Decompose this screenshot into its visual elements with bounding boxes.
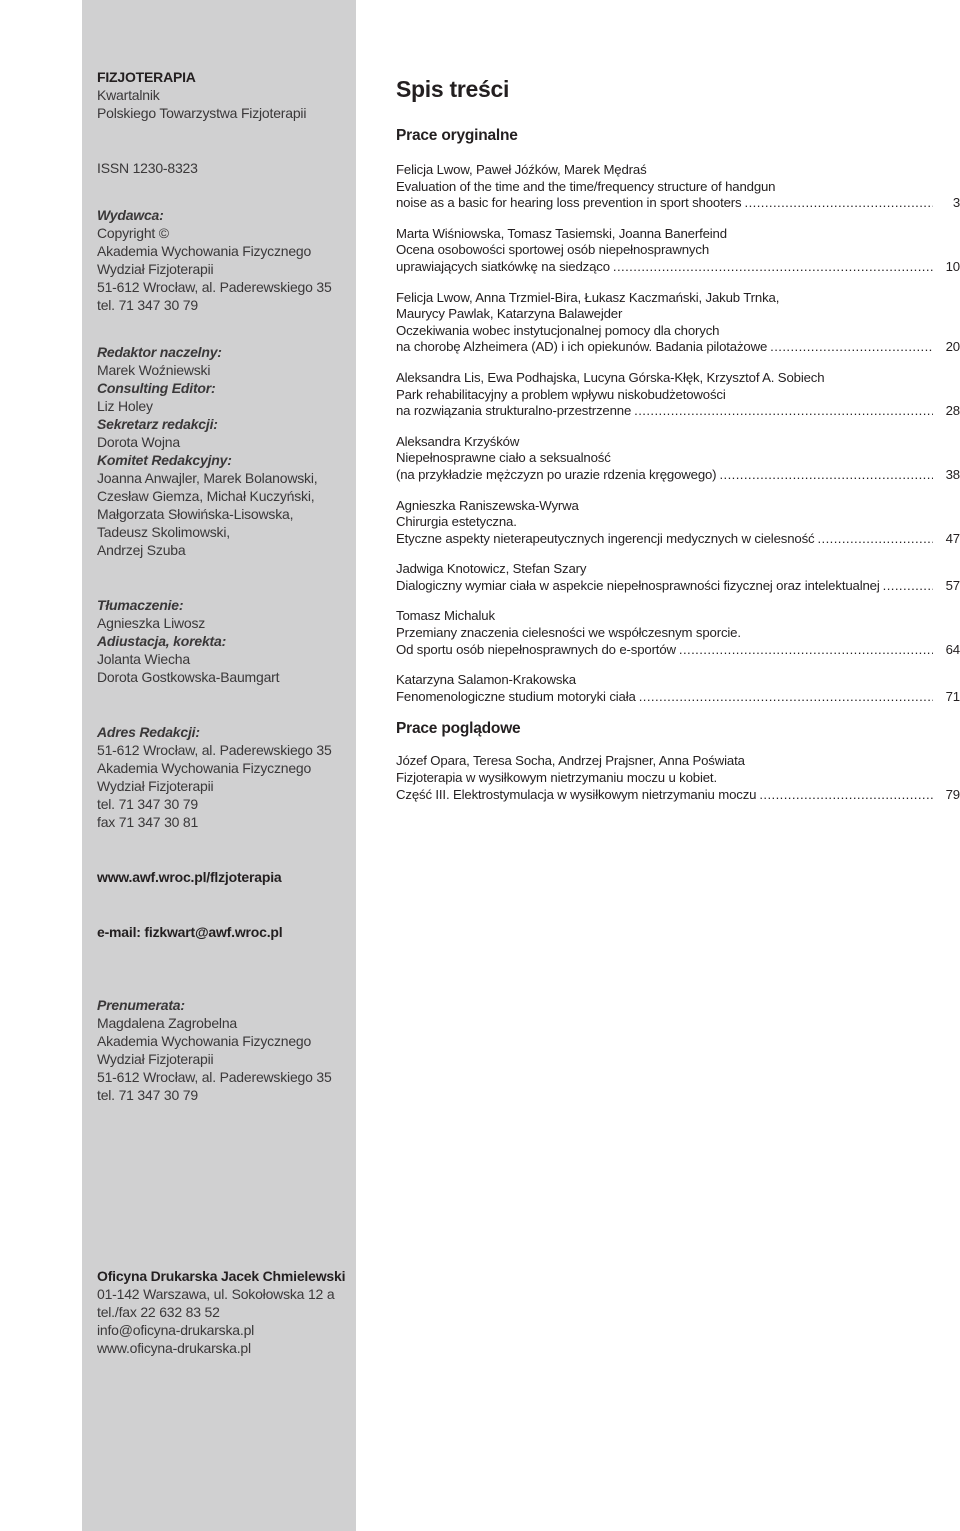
entry-authors: Felicja Lwow, Anna Trzmiel-Bira, Łukasz Kaczmański, Jakub Trnka, xyxy=(396,289,780,305)
review-papers-list xyxy=(396,753,960,803)
entry-last-line xyxy=(396,403,960,420)
publisher-line: Wydział Fizjoterapii xyxy=(97,261,214,277)
dot-leader xyxy=(719,467,933,484)
page-number: 79 xyxy=(945,786,960,802)
entry-title-line: Fizjoterapia w wysiłkowym nietrzymaniu moczu u kobiet. xyxy=(396,770,717,786)
toc-entry[interactable] xyxy=(396,498,960,548)
printer-line: info@oficyna-drukarska.pl xyxy=(97,1322,255,1338)
entry-authors: Aleksandra Krzyśków xyxy=(396,433,520,449)
entry-title-line: (na przykładzie mężczyzn po urazie rdzenia kręgowego) xyxy=(396,466,717,482)
email-block xyxy=(97,923,352,941)
committee-line: Małgorzata Słowińska-Lisowska, xyxy=(97,506,294,522)
entry-authors: Józef Opara, Teresa Socha, Andrzej Prajsner, Anna Poświata xyxy=(396,753,745,769)
entry-title-line: Przemiany znaczenia cielesności we współczesnym sporcie. xyxy=(396,625,741,641)
page-number: 57 xyxy=(945,577,960,593)
toc-entry[interactable] xyxy=(396,434,960,484)
entry-title-line: Fenomenologiczne studium motoryki ciała xyxy=(396,688,636,704)
entry-last-line xyxy=(396,642,960,659)
website-block xyxy=(97,868,352,886)
page-number: 10 xyxy=(945,258,960,274)
journal-society: Polskiego Towarzystwa Fizjoterapii xyxy=(97,105,307,121)
entry-title-line: Część III. Elektrostymulacja w wysiłkowym nietrzymaniu moczu xyxy=(396,786,757,802)
publisher-label: Wydawca: xyxy=(97,207,164,223)
toc-title: Spis treści xyxy=(396,76,510,102)
masthead xyxy=(97,68,352,1357)
subscription-block xyxy=(97,996,352,1104)
entry-title-line: Dialogiczny wymiar ciała w aspekcie niepełnosprawności fizycznej oraz intelektualnej xyxy=(396,577,880,593)
dot-leader xyxy=(634,403,933,420)
entry-last-line xyxy=(396,578,960,595)
dot-leader xyxy=(745,195,934,212)
subscription-label: Prenumerata: xyxy=(97,997,185,1013)
entry-last-line xyxy=(396,531,960,548)
dot-leader xyxy=(770,339,933,356)
secretary-name: Dorota Wojna xyxy=(97,434,180,450)
subscription-line: Magdalena Zagrobelna xyxy=(97,1015,237,1031)
page-number: 47 xyxy=(945,530,960,546)
printer-line: 01-142 Warszawa, ul. Sokołowska 12 a xyxy=(97,1286,335,1302)
translator-name: Agnieszka Liwosz xyxy=(97,615,206,631)
entry-authors: Agnieszka Raniszewska-Wyrwa xyxy=(396,497,579,513)
entry-title-line: Etyczne aspekty nieterapeutycznych ingerencji medycznych w cielesność xyxy=(396,530,815,546)
address-line: fax 71 347 30 81 xyxy=(97,814,199,830)
issn: ISSN 1230-8323 xyxy=(97,160,198,176)
entry-authors: Jadwiga Knotowicz, Stefan Szary xyxy=(396,561,587,577)
proofreader-name: Dorota Gostkowska-Baumgart xyxy=(97,669,280,685)
section-review-papers: Prace poglądowe xyxy=(396,720,521,738)
issn-block xyxy=(97,159,352,177)
committee-label: Komitet Redakcyjny: xyxy=(97,452,232,468)
translation-block xyxy=(97,596,352,686)
publisher-line: 51-612 Wrocław, al. Paderewskiego 35 xyxy=(97,279,332,295)
editor-name: Marek Woźniewski xyxy=(97,362,211,378)
page-number: 20 xyxy=(945,339,960,355)
proofreading-label: Adiustacja, korekta: xyxy=(97,633,227,649)
dot-leader xyxy=(759,787,933,804)
printer-name: Oficyna Drukarska Jacek Chmielewski xyxy=(97,1268,346,1284)
committee-line: Czesław Giemza, Michał Kuczyński, xyxy=(97,488,315,504)
page-number: 71 xyxy=(945,688,960,704)
dot-leader xyxy=(883,578,933,595)
subscription-line: Wydział Fizjoterapii xyxy=(97,1051,214,1067)
entry-last-line xyxy=(396,787,960,804)
consulting-name: Liz Holey xyxy=(97,398,153,414)
original-papers-list xyxy=(396,162,960,705)
address-line: 51-612 Wrocław, al. Paderewskiego 35 xyxy=(97,742,332,758)
entry-title-line: Od sportu osób niepełnosprawnych do e-sportów xyxy=(396,641,676,657)
publisher-line: Copyright © xyxy=(97,225,169,241)
printer-line: www.oficyna-drukarska.pl xyxy=(97,1340,251,1356)
entry-last-line xyxy=(396,195,960,212)
dot-leader xyxy=(679,642,933,659)
translation-label: Tłumaczenie: xyxy=(97,597,184,613)
entry-title-line: na chorobę Alzheimera (AD) i ich opiekunów. Badania pilotażowe xyxy=(396,339,768,355)
page-number: 28 xyxy=(945,403,960,419)
entry-title-line: Evaluation of the time and the time/frequency structure of handgun xyxy=(396,178,776,194)
entry-title-line: Maurycy Pawlak, Katarzyna Balawejder xyxy=(396,306,623,322)
page-number: 64 xyxy=(945,641,960,657)
publisher-line: Akademia Wychowania Fizycznego xyxy=(97,243,312,259)
address-line: tel. 71 347 30 79 xyxy=(97,796,198,812)
dot-leader xyxy=(639,689,933,706)
entry-title-line: na rozwiązania strukturalno-przestrzenne xyxy=(396,403,632,419)
secretary-label: Sekretarz redakcji: xyxy=(97,416,218,432)
toc-entry[interactable] xyxy=(396,753,960,803)
entry-authors: Tomasz Michaluk xyxy=(396,608,495,624)
entry-authors: Aleksandra Lis, Ewa Podhajska, Lucyna Górska-Kłęk, Krzysztof A. Sobiech xyxy=(396,369,825,385)
entry-authors: Marta Wiśniowska, Tomasz Tasiemski, Joanna Banerfeind xyxy=(396,225,727,241)
page-number: 3 xyxy=(952,195,960,211)
consulting-label: Consulting Editor: xyxy=(97,380,216,396)
toc-entry[interactable] xyxy=(396,162,960,212)
publisher-block xyxy=(97,206,352,314)
entry-title-line: Niepełnosprawne ciało a seksualność xyxy=(396,450,611,466)
section-original-papers: Prace oryginalne xyxy=(396,127,518,144)
email-link[interactable]: e-mail: fizkwart@awf.wroc.pl xyxy=(97,924,283,940)
journal-info xyxy=(97,68,352,122)
subscription-line: 51-612 Wrocław, al. Paderewskiego 35 xyxy=(97,1069,332,1085)
entry-title-line: Oczekiwania wobec instytucjonalnej pomocy dla chorych xyxy=(396,322,720,338)
subscription-line: tel. 71 347 30 79 xyxy=(97,1087,198,1103)
entry-title-line: Chirurgia estetyczna. xyxy=(396,514,517,530)
proofreader-name: Jolanta Wiecha xyxy=(97,651,190,667)
publisher-line: tel. 71 347 30 79 xyxy=(97,297,198,313)
address-label: Adres Redakcji: xyxy=(97,724,200,740)
committee-line: Joanna Anwajler, Marek Bolanowski, xyxy=(97,470,318,486)
entry-last-line xyxy=(396,339,960,356)
entry-authors: Katarzyna Salamon-Krakowska xyxy=(396,672,576,688)
toc-entry[interactable] xyxy=(396,370,960,420)
toc-entry[interactable] xyxy=(396,608,960,658)
printer-block xyxy=(97,1267,352,1357)
address-block xyxy=(97,723,352,831)
journal-title: FIZJOTERAPIA xyxy=(97,69,196,85)
editorial-block xyxy=(97,343,352,559)
entry-last-line xyxy=(396,259,960,276)
toc-entry[interactable] xyxy=(396,561,960,594)
entry-last-line xyxy=(396,689,960,706)
entry-title-line: noise as a basic for hearing loss prevention in sport shooters xyxy=(396,195,742,211)
entry-authors: Felicja Lwow, Paweł Jóźków, Marek Mędraś xyxy=(396,162,647,177)
dot-leader xyxy=(613,259,933,276)
address-line: Akademia Wychowania Fizycznego xyxy=(97,760,312,776)
entry-last-line xyxy=(396,467,960,484)
toc-entry[interactable] xyxy=(396,672,960,705)
dot-leader xyxy=(817,531,933,548)
committee-line: Andrzej Szuba xyxy=(97,542,186,558)
entry-title-line: Ocena osobowości sportowej osób niepełnosprawnych xyxy=(396,242,710,258)
address-line: Wydział Fizjoterapii xyxy=(97,778,214,794)
table-of-contents xyxy=(396,74,960,817)
entry-title-line: Park rehabilitacyjny a problem wpływu niskobudżetowości xyxy=(396,386,726,402)
entry-title-line: uprawiających siatkówkę na siedząco xyxy=(396,258,610,274)
printer-line: tel./fax 22 632 83 52 xyxy=(97,1304,220,1320)
subscription-line: Akademia Wychowania Fizycznego xyxy=(97,1033,312,1049)
website-link[interactable]: www.awf.wroc.pl/flzjoterapia xyxy=(97,869,282,885)
page-number: 38 xyxy=(945,466,960,482)
toc-entry[interactable] xyxy=(396,226,960,276)
editor-label: Redaktor naczelny: xyxy=(97,344,222,360)
toc-entry[interactable] xyxy=(396,290,960,356)
committee-line: Tadeusz Skolimowski, xyxy=(97,524,230,540)
journal-subtitle: Kwartalnik xyxy=(97,87,160,103)
